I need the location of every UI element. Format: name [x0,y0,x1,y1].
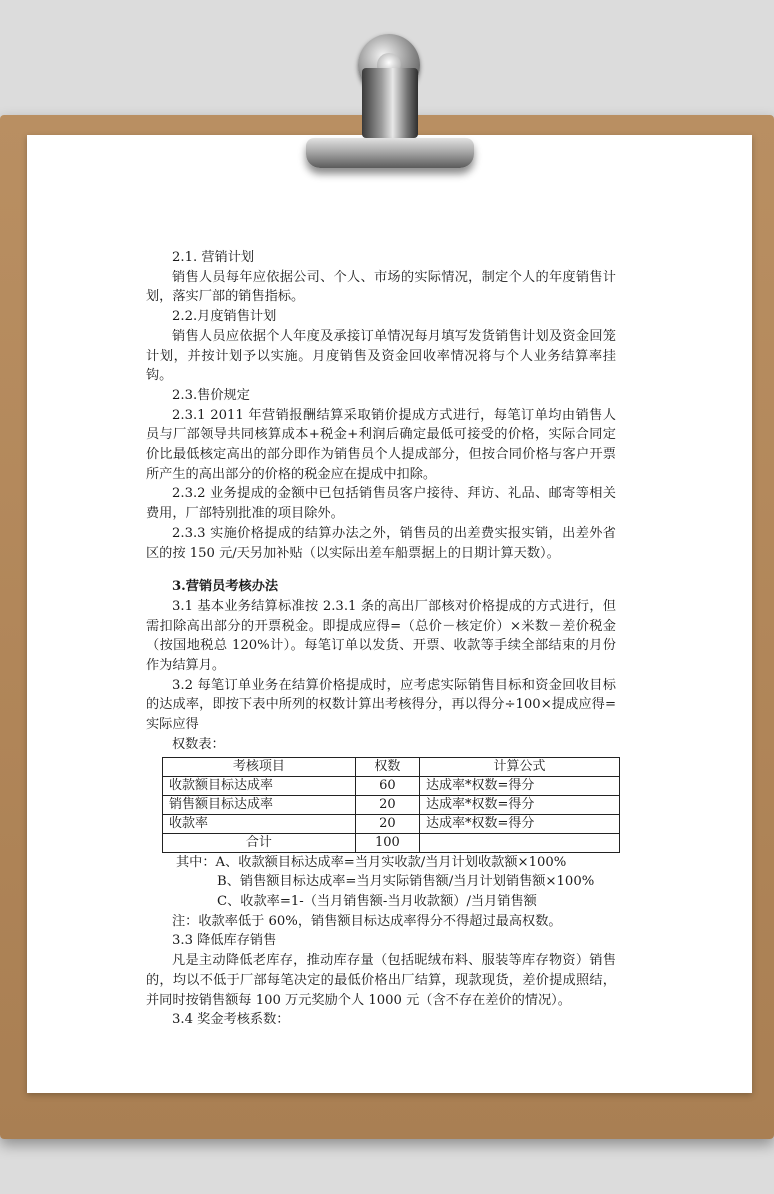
note-b: B、销售额目标达成率=当月实际销售额/当月计划销售额×100% [217,874,595,890]
table-cell: 20 [355,814,419,833]
table-cell: 20 [355,795,419,814]
table-cell [420,833,620,852]
section-2-3-2: 2.3.2 业务提成的金额中已包括销售员客户接待、拜访、礼品、邮寄等相关费用，厂部特别批准的项目除外。 [146,486,616,522]
table-row [163,814,620,833]
binder-clip-icon [300,28,480,178]
table-cell: 达成率*权数=得分 [420,776,620,795]
section-3-2: 3.2 每笔订单业务在结算价格提成时，应考虑实际销售目标和资金回收目标的达成率，即按下表中所列的权数计算出考核得分，再以得分÷100×提成应得=实际应得 [146,677,616,733]
section-3-title: 3.营销员考核办法 [172,579,279,595]
note-a: 其中：A、收款额目标达成率=当月实收款/当月计划收款额×100% [176,854,567,870]
table-cell: 销售额目标达成率 [163,795,356,814]
weight-table [162,757,620,853]
table-header-row [163,757,620,776]
table-header: 考核项目 [163,757,356,776]
section-2-3-title: 2.3.售价规定 [172,387,250,403]
note-zhu: 注：收款率低于 60%，销售额目标达成率得分不得超过最高权数。 [172,913,562,929]
section-2-2-text: 销售人员应依据个人年度及承接订单情况每月填写发货销售计划及资金回笼计划，并按计划予以实施。月度销售及资金回收率情况将与个人业务结算率挂钩。 [146,328,616,384]
section-2-2-title: 2.2.月度销售计划 [172,309,277,325]
table-cell: 合计 [163,833,356,852]
section-2-1-title: 2.1. 营销计划 [172,250,255,265]
table-row [163,776,620,795]
section-3-3-text: 凡是主动降低老库存，推动库存量（包括昵绒布料、服装等库存物资）销售的，均以不低于厂部每笔决定的最低价格出厂结算，现款现货，差价提成照结，并同时按销售额每 100 万元奖励个人 1000 元（含不存在差价的情况）。 [146,953,616,1008]
section-2-1-text: 销售人员每年应依据公司、个人、市场的实际情况，制定个人的年度销售计划，落实厂部的销售指标。 [146,269,616,305]
table-cell: 达成率*权数=得分 [420,795,620,814]
table-row [163,795,620,814]
table-caption: 权数表： [172,736,225,752]
table-cell: 达成率*权数=得分 [420,814,620,833]
table-header: 权数 [355,757,419,776]
table-cell: 100 [355,833,419,852]
table-header: 计算公式 [420,757,620,776]
section-2-3-3: 2.3.3 实施价格提成的结算办法之外，销售员的出差费实报实销，出差外省区的按 150 元/天另加补贴（以实际出差车船票据上的日期计算天数）。 [146,525,616,561]
section-3-1: 3.1 基本业务结算标准按 2.3.1 条的高出厂部核对价格提成的方式进行，但需扣除高出部分的开票税金。即提成应得=（总价－核定价）×米数－差价税金（按国地税总 120%计）。每笔订单以发货、开票、收款等手续全部结束的月份作为结算月。 [146,598,616,674]
table-cell: 60 [355,776,419,795]
section-3-4-title: 3.4 奖金考核系数： [172,1012,290,1028]
table-total-row [163,833,620,852]
note-c: C、收款率=1-（当月销售额-当月收款额）/当月销售额 [217,893,537,909]
section-2-3-1: 2.3.1 2011 年营销报酬结算采取销价提成方式进行，每笔订单均由销售人员与厂部领导共同核算成本+税金+利润后确定最低可接受的价格，实际合同定价比最低核定高出的部分即作为销售员个人提成部分，但按合同价格与客户开票所产生的高出部分的价格的税金应在提成中扣除。 [146,407,616,482]
document-body [146,248,616,1030]
section-3-3-title: 3.3 降低库存销售 [172,933,277,949]
table-cell: 收款额目标达成率 [163,776,356,795]
table-cell: 收款率 [163,814,356,833]
